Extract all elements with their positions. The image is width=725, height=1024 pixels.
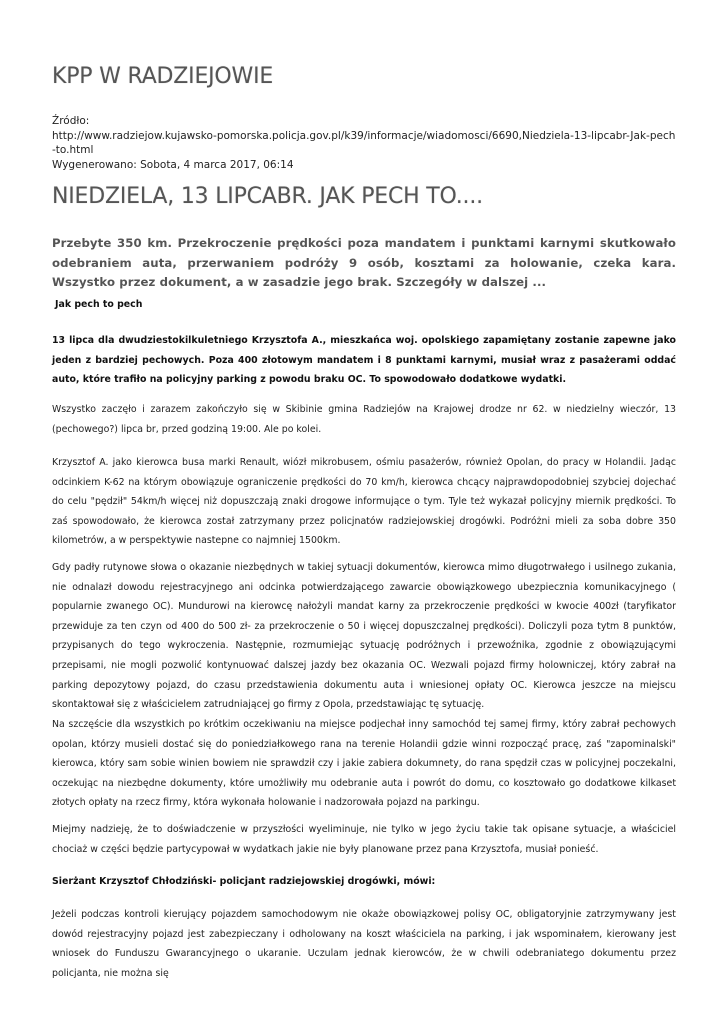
article-subtitle: Jak pech to pech (55, 299, 143, 310)
paragraph: Jeżeli podczas kontroli kierujący pojazdem samochodowym nie okaże obowiązkowej polisy OC, obligatoryjnie zatrzymywany jest dowód rejestracyjny pojazd jest zabezpieczany i odholowany na koszt właściciela na parking, i jak wspominałem, kierowany jest wniosek do Funduszu Gwarancyjnego o ukaranie. Uczulam jednak kierowców, że w chwili odebraniatego dokumentu przez policjanta, nie można się (52, 909, 676, 979)
paragraph: Na szczęście dla wszystkich po krótkim oczekiwaniu na miejsce podjechał inny samochód tej samej firmy, który zabrał pechowych opolan, którzy musieli dostać się do poniedziałkowego rana na terenie Holandii gdzie winni rozpocząć pracę, zaś "zapominalski" kierowca, który sam sobie winien bowiem nie sprawdził czy i jakie zabiera dokumnety, do rana spędził czas w policyjnej poczekalni, oczekując na niezbędne dokumenty, które umożliwiły mu odebranie auta i powrót do domu, co kosztowało go dodatkowe kilkaset złotych opłaty na rzecz firmy, która wykonała holowanie i nadzorowała pojazd na parkingu. (52, 719, 676, 809)
source-label: Źródło: (52, 115, 90, 127)
article-lead: Przebyte 350 km. Przekroczenie prędkości poza mandatem i punktami karnymi skutkowało odebraniem auta, przerwaniem podróży 9 osób, kosztami za holowanie, czeka kara. Wszystko przez dokument, a w zasadzie jego brak. Szczegóły w dalszej ... (52, 236, 676, 290)
site-title: KPP W RADZIEJOWIE (52, 64, 274, 89)
quote-intro: Sierżant Krzysztof Chłodziński- policjant radziejowskiej drogówki, mówi: (52, 876, 436, 887)
generated-date: Wygenerowano: Sobota, 4 marca 2017, 06:14 (52, 158, 294, 171)
paragraph: Gdy padły rutynowe słowa o okazanie niezbędnych w takiej sytuacji dokumentów, kierowca mimo długotrwałego i usilnego zukania, nie odnalazł dowodu rejestracyjnego ani odcinka potwierdzającego zawarcie obowiązkowego ubezpiecznia komunikacyjnego ( popularnie zwanego OC). Mundurowi na kierowcę nałożyli mandat karny za przekroczenie prędkości w kwocie 400zł (taryfikator przewiduje za ten czyn od 400 do 500 zł- za przekroczenie o 50 i więcej dopuszczalnej prędkości). Doliczyli poza tytm 8 punktów, przypisanych do tego wykroczenia. Następnie, rozmumiejąc sytuację podróżnych i przewoźnika, zgodnie z obowiązującymi przepisami, nie mogli pozwolić kontynuować dalszej jazdy bez okazania OC. Wezwali pojazd firmy holowniczej, który zabrał na parking depozytowy pojazd, do czasu przedstawienia dokumentu auta i wniesionej opłaty OC. Kierowca jeszcze na miejscu skontaktował się z właścicielem zatrudniającej go firmy z Opola, przedstawiając tę sytuację. (52, 562, 676, 711)
paragraph-intro: 13 lipca dla dwudziestokilkuletniego Krzysztofa A., mieszkańca woj. opolskiego zapamiętany zostanie zapewne jako jeden z bardziej pechowych. Poza 400 złotowym mandatem i 8 punktami karnymi, musiał wraz z pasażerami oddać auto, które trafiło na policyjny parking z powodu braku OC. To spowodowało dodatkowe wydatki. (52, 335, 676, 386)
paragraph: Miejmy nadzieję, że to doświadczenie w przyszłości wyeliminuje, nie tylko w jego życiu takie tak opisane sytuacje, a właściciel chociaż w części będzie partycypował w wydatkach jakie nie były planowane przez pana Krzysztofa, musiał ponieść. (52, 824, 676, 855)
source-meta (52, 114, 677, 172)
source-url[interactable]: http://www.radziejow.kujawsko-pomorska.policja.gov.pl/k39/informacje/wiadomosci/6690,Niedziela-13-lipcabr-Jak-pech-to.html (52, 129, 676, 157)
paragraph: Krzysztof A. jako kierowca busa marki Renault, wiózł mikrobusem, ośmiu pasażerów, również Opolan, do pracy w Holandii. Jadąc odcinkiem K-62 na którym obowiązuje ograniczenie prędkości do 70 km/h, kierowca chcący najprawdopodobniej szybciej dojechać do celu "pędził" 54km/h więcej niż dopuszczają znaki drogowe informujące o tym. Tyle też wykazał policyjny miernik prędkości. To zaś spowodowało, że kierowca został zatrzymany przez policjnatów radziejowskiej drogówki. Podróżni mieli za soba dobre 350 kilometrów, a w perspektywie nastepne co najmniej 1500km. (52, 457, 676, 547)
paragraph: Wszystko zaczęło i zarazem zakończyło się w Skibinie gmina Radziejów na Krajowej drodze nr 62. w niedzielny wieczór, 13 (pechowego?) lipca br, przed godziną 19:00. Ale po kolei. (52, 404, 676, 435)
article-title: NIEDZIELA, 13 LIPCABR. JAK PECH TO.... (52, 184, 483, 209)
